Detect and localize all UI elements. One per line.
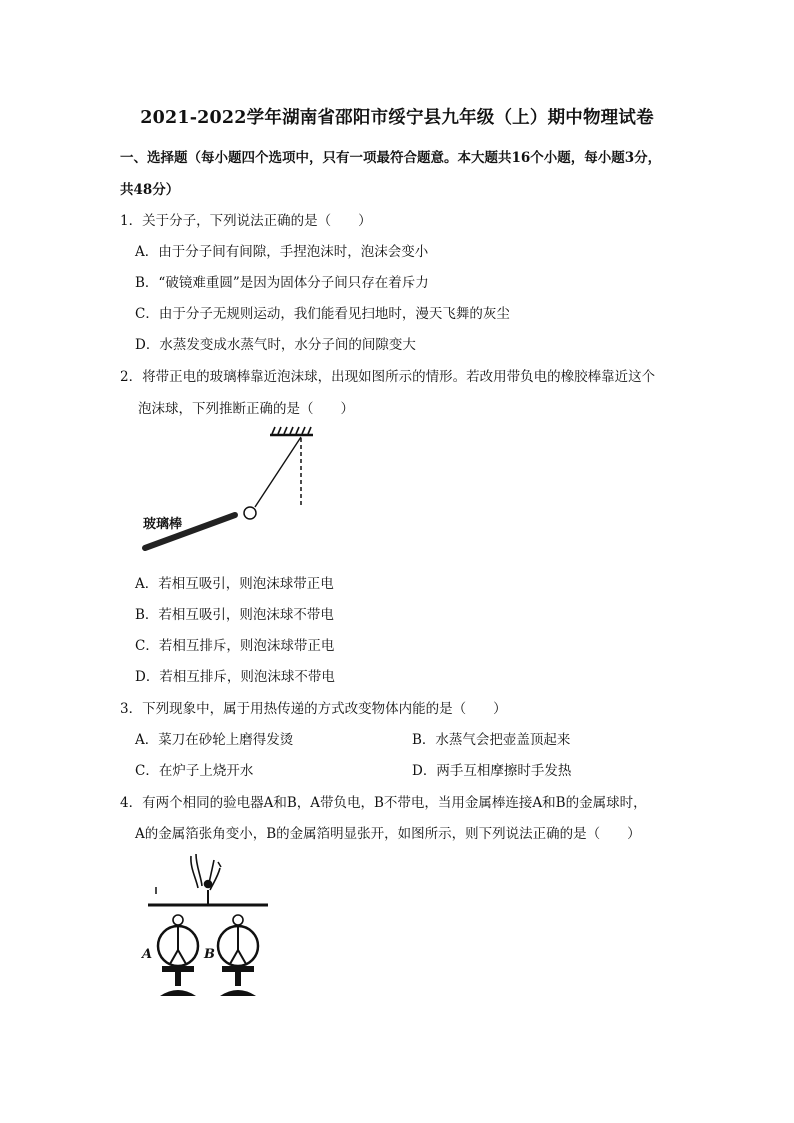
ceiling-mount <box>270 427 313 435</box>
question-2-stem-line1: 2．将带正电的玻璃棒靠近泡沫球，出现如图所示的情形。若改用带负电的橡胶棒靠近这个 <box>120 369 656 385</box>
question-4-stem-line1: 4．有两个相同的验电器A和B，A带负电，B不带电，当用金属棒连接A和B的金属球时， <box>120 795 647 811</box>
electroscope-a-label: A <box>142 947 153 962</box>
question-2-option-c: C．若相互排斥，则泡沫球带正电 <box>135 638 335 654</box>
question-4-figure <box>138 848 278 1008</box>
question-3-option-a: A．菜刀在砂轮上磨得发烫 <box>135 732 294 748</box>
foam-ball <box>244 507 256 519</box>
question-3-option-c: C．在炉子上烧开水 <box>135 763 254 779</box>
question-1-stem: 1．关于分子，下列说法正确的是（ ） <box>120 213 372 229</box>
question-2-option-d: D．若相互排斥，则泡沫球不带电 <box>135 669 335 685</box>
electroscope-b <box>218 915 258 996</box>
section-heading-line1: 一、选择题（每小题四个选项中，只有一项最符合题意。本大题共16个小题，每小题3分， <box>120 150 662 166</box>
electroscope-a <box>158 915 198 996</box>
question-1-option-b: B．“破镜难重圆”是因为固体分子间只存在着斥力 <box>135 275 429 291</box>
hand-icon <box>191 854 220 890</box>
question-3-option-d: D．两手互相摩擦时手发热 <box>412 763 572 779</box>
section-heading-line2: 共48分） <box>120 182 180 198</box>
question-1-option-a: A．由于分子间有间隙，手捏泡沫时，泡沫会变小 <box>135 244 429 260</box>
page-title: 2021-2022学年湖南省邵阳市绥宁县九年级（上）期中物理试卷 <box>140 108 654 128</box>
question-2-stem-line2: 泡沫球，下列推断正确的是（ ） <box>138 401 354 417</box>
question-3-stem: 3．下列现象中，属于用热传递的方式改变物体内能的是（ ） <box>120 701 507 717</box>
glass-rod-label: 玻璃棒 <box>143 517 183 532</box>
question-2-figure <box>135 425 335 560</box>
question-3-option-b: B．水蒸气会把壶盖顶起来 <box>412 732 571 748</box>
question-1-option-d: D．水蒸发变成水蒸气时，水分子间的间隙变大 <box>135 337 416 353</box>
question-2-option-b: B．若相互吸引，则泡沫球不带电 <box>135 607 334 623</box>
question-2-option-a: A．若相互吸引，则泡沫球带正电 <box>135 576 334 592</box>
question-1-option-c: C．由于分子无规则运动，我们能看见扫地时，漫天飞舞的灰尘 <box>135 306 510 322</box>
suspension-thread <box>255 437 301 507</box>
electroscope-b-label: B <box>204 947 215 962</box>
question-4-stem-line2: A的金属箔张角变小，B的金属箔明显张开，如图所示，则下列说法正确的是（ ） <box>135 826 641 842</box>
